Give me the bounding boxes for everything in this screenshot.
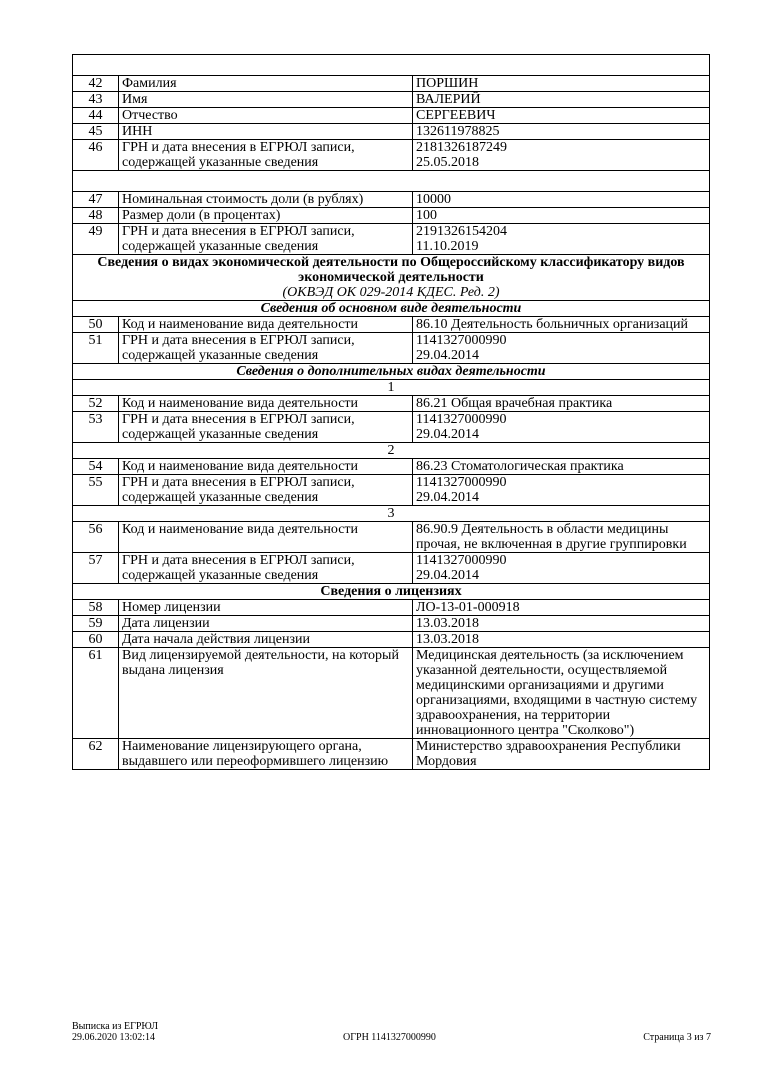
item-index: 1 xyxy=(73,380,710,396)
section-title: Сведения о видах экономической деятельности по Общероссийскому классификатору видов экономической деятельности xyxy=(97,255,685,285)
table-row xyxy=(73,108,710,124)
field-name: Код и наименование вида деятельности xyxy=(119,459,413,475)
footer-datetime: 29.06.2020 13:02:14 xyxy=(72,1032,156,1043)
row-number: 54 xyxy=(73,459,119,475)
field-name: ГРН и дата внесения в ЕГРЮЛ записи, содержащей указанные сведения xyxy=(119,553,413,584)
row-number: 58 xyxy=(73,600,119,616)
row-number: 60 xyxy=(73,632,119,648)
field-name: Номер лицензии xyxy=(119,600,413,616)
row-number: 43 xyxy=(73,92,119,108)
blank-cell xyxy=(73,171,710,192)
field-value: 13.03.2018 xyxy=(413,616,710,632)
field-name: ГРН и дата внесения в ЕГРЮЛ записи, содержащей указанные сведения xyxy=(119,412,413,443)
field-value: 1141327000990 29.04.2014 xyxy=(413,333,710,364)
footer-doc-name: Выписка из ЕГРЮЛ xyxy=(72,1021,158,1032)
row-number: 52 xyxy=(73,396,119,412)
table-row xyxy=(73,475,710,506)
field-value: 2191326154204 11.10.2019 xyxy=(413,224,710,255)
table-row xyxy=(73,192,710,208)
row-number: 49 xyxy=(73,224,119,255)
row-number: 48 xyxy=(73,208,119,224)
field-value: 86.21 Общая врачебная практика xyxy=(413,396,710,412)
field-value: ЛО-13-01-000918 xyxy=(413,600,710,616)
subsection-title: Сведения о дополнительных видах деятельности xyxy=(73,364,710,380)
field-name: ГРН и дата внесения в ЕГРЮЛ записи, содержащей указанные сведения xyxy=(119,224,413,255)
row-number: 53 xyxy=(73,412,119,443)
subsection-header-row xyxy=(73,301,710,317)
table-row xyxy=(73,317,710,333)
egrul-table-body xyxy=(73,55,710,770)
section-header-row xyxy=(73,255,710,301)
field-name: Размер доли (в процентах) xyxy=(119,208,413,224)
field-name: Вид лицензируемой деятельности, на который выдана лицензия xyxy=(119,648,413,739)
blank-cell xyxy=(73,55,710,76)
section-subtitle: (ОКВЭД ОК 029-2014 КДЕС. Ред. 2) xyxy=(282,285,500,300)
row-number: 56 xyxy=(73,522,119,553)
egrul-table xyxy=(72,54,710,770)
field-name: Дата лицензии xyxy=(119,616,413,632)
table-row xyxy=(73,648,710,739)
field-name: Имя xyxy=(119,92,413,108)
field-name: Отчество xyxy=(119,108,413,124)
item-index: 3 xyxy=(73,506,710,522)
table-row xyxy=(73,412,710,443)
footer-page-number: Страница 3 из 7 xyxy=(643,1032,711,1043)
table-row xyxy=(73,616,710,632)
row-number: 45 xyxy=(73,124,119,140)
field-name: Код и наименование вида деятельности xyxy=(119,317,413,333)
item-index: 2 xyxy=(73,443,710,459)
field-value: 100 xyxy=(413,208,710,224)
row-number: 42 xyxy=(73,76,119,92)
row-number: 59 xyxy=(73,616,119,632)
field-value: 13.03.2018 xyxy=(413,632,710,648)
row-number: 50 xyxy=(73,317,119,333)
field-value: 86.90.9 Деятельность в области медицины прочая, не включенная в другие группировки xyxy=(413,522,710,553)
table-row xyxy=(73,600,710,616)
section-title: Сведения о лицензиях xyxy=(320,584,462,599)
table-row xyxy=(73,92,710,108)
field-value: 132611978825 xyxy=(413,124,710,140)
footer-left xyxy=(72,1021,158,1043)
field-value: ВАЛЕРИЙ xyxy=(413,92,710,108)
field-value: 10000 xyxy=(413,192,710,208)
table-row xyxy=(73,553,710,584)
field-name: Фамилия xyxy=(119,76,413,92)
item-index-row xyxy=(73,443,710,459)
table-row xyxy=(73,333,710,364)
table-row xyxy=(73,396,710,412)
section-header-row xyxy=(73,584,710,600)
field-value: СЕРГЕЕВИЧ xyxy=(413,108,710,124)
field-name: Наименование лицензирующего органа, выдавшего или переоформившего лицензию xyxy=(119,739,413,770)
field-value: ПОРШИН xyxy=(413,76,710,92)
table-row xyxy=(73,140,710,171)
section-header xyxy=(73,255,710,301)
field-name: ГРН и дата внесения в ЕГРЮЛ записи, содержащей указанные сведения xyxy=(119,140,413,171)
table-row xyxy=(73,76,710,92)
table-row xyxy=(73,739,710,770)
section-header xyxy=(73,584,710,600)
field-name: ИНН xyxy=(119,124,413,140)
field-value: 86.23 Стоматологическая практика xyxy=(413,459,710,475)
table-row xyxy=(73,459,710,475)
field-name: Код и наименование вида деятельности xyxy=(119,522,413,553)
row-number: 57 xyxy=(73,553,119,584)
row-number: 51 xyxy=(73,333,119,364)
table-row xyxy=(73,208,710,224)
field-name: Код и наименование вида деятельности xyxy=(119,396,413,412)
field-value: Медицинская деятельность (за исключением указанной деятельности, осуществляемой медицинскими организациями и другими организациями, входящими в частную систему здравоохранения, на территории инновационного центра "Сколково") xyxy=(413,648,710,739)
subsection-header-row xyxy=(73,364,710,380)
row-number: 61 xyxy=(73,648,119,739)
table-row xyxy=(73,124,710,140)
row-number: 44 xyxy=(73,108,119,124)
field-value: 2181326187249 25.05.2018 xyxy=(413,140,710,171)
field-value: 86.10 Деятельность больничных организаций xyxy=(413,317,710,333)
field-value: 1141327000990 29.04.2014 xyxy=(413,412,710,443)
field-value: 1141327000990 29.04.2014 xyxy=(413,553,710,584)
item-index-row xyxy=(73,506,710,522)
field-value: Министерство здравоохранения Республики Мордовия xyxy=(413,739,710,770)
table-row xyxy=(73,224,710,255)
table-row xyxy=(73,522,710,553)
field-name: Номинальная стоимость доли (в рублях) xyxy=(119,192,413,208)
blank-row xyxy=(73,55,710,76)
row-number: 62 xyxy=(73,739,119,770)
blank-row xyxy=(73,171,710,192)
row-number: 55 xyxy=(73,475,119,506)
field-name: ГРН и дата внесения в ЕГРЮЛ записи, содержащей указанные сведения xyxy=(119,475,413,506)
row-number: 46 xyxy=(73,140,119,171)
field-name: ГРН и дата внесения в ЕГРЮЛ записи, содержащей указанные сведения xyxy=(119,333,413,364)
footer-ogrn: ОГРН 1141327000990 xyxy=(343,1032,436,1043)
row-number: 47 xyxy=(73,192,119,208)
item-index-row xyxy=(73,380,710,396)
table-row xyxy=(73,632,710,648)
subsection-title: Сведения об основном виде деятельности xyxy=(73,301,710,317)
field-name: Дата начала действия лицензии xyxy=(119,632,413,648)
field-value: 1141327000990 29.04.2014 xyxy=(413,475,710,506)
